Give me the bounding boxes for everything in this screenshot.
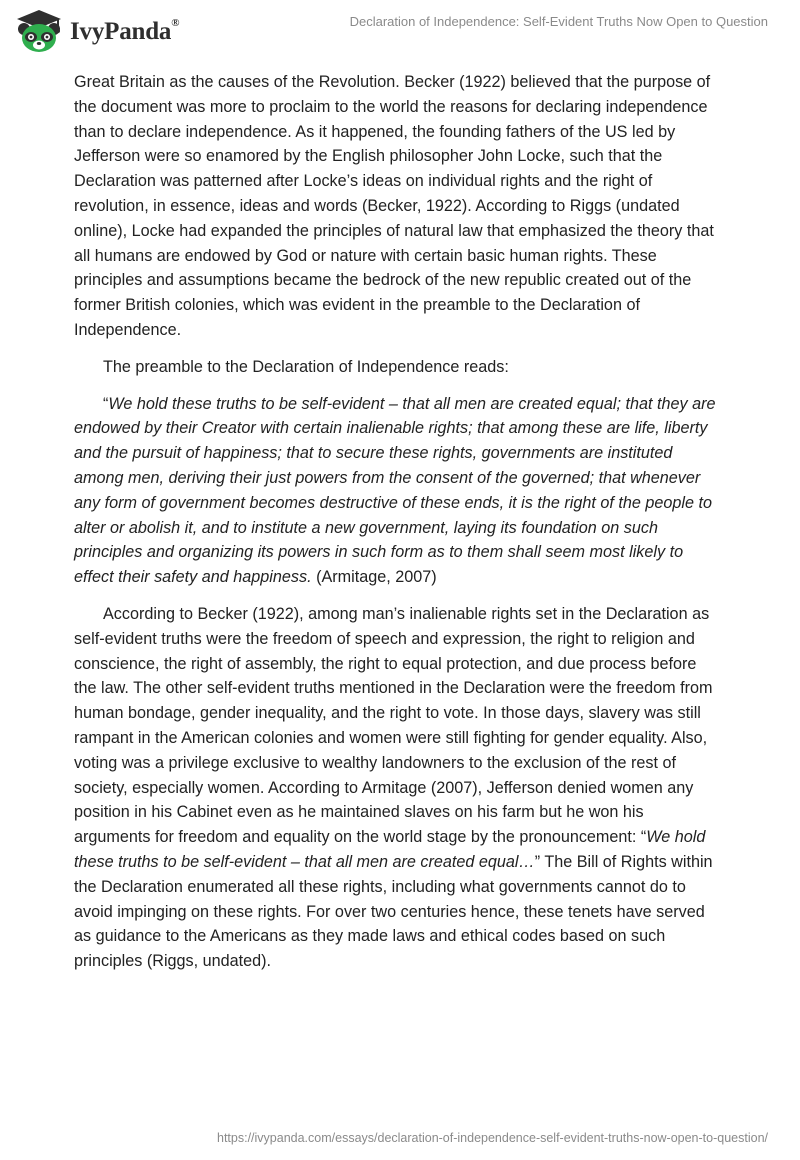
block-quote-preamble (74, 392, 722, 590)
paragraph-text-end: ” The Bill of Rights within the Declaration enumerated all these rights, including what governments cannot do to avoid impinging on these rights. For over two centuries hence, these tenets have served as guidance to the Americans as they made laws and ethical codes based on such principles (Riggs, undated). (74, 852, 713, 971)
page-header (0, 0, 800, 60)
brand-name (70, 18, 179, 46)
source-url-link[interactable]: https://ivypanda.com/essays/declaration-of-independence-self-evident-truths-now-open-to-question/ (217, 1131, 768, 1145)
essay-body (74, 70, 722, 986)
paragraph-preamble-intro: The preamble to the Declaration of Independence reads: (103, 357, 509, 376)
preamble-quote-text: We hold these truths to be self-evident – that all men are created equal; that they are endowed by their Creator with certain inalienable rights; that among these are life, liberty and the pursuit of happiness; that to secure these rights, governments are instituted among men, deriving their just powers from the consent of the governed; that whenever any form of government becomes destructive of these ends, it is the right of the people to alter or abolish it, and to institute a new government, laying its foundation on such principles and organizing its powers in such form as to them shall seem most likely to effect their safety and happiness. (74, 394, 716, 587)
paragraph-text-start: According to Becker (1922), among man’s inalienable rights set in the Declaration as self-evident truths were the freedom of speech and expression, the right to religion and conscience, the right of assembly, the right to equal protection, and due process before the law. The other self-evident truths mentioned in the Declaration were the freedom from human bondage, gender inequality, and the right to vote. In those days, slavery was still rampant in the American colonies and women were still fighting for gender equality. Also, voting was a privilege exclusive to wealthy landowners to the exclusion of the rest of society, especially women. According to Armitage (2007), Jefferson denied women any position in his Cabinet even as he maintained slaves on his farm but he won his arguments for freedom and equality on the world stage by the pronouncement: “ (74, 604, 713, 847)
paragraph-locke: Great Britain as the causes of the Revolution. Becker (1922) believed that the purpose of the document was more to proclaim to the world the reasons for declaring independence than to declare independence. As it happened, the founding fathers of the US led by Jefferson were so enamored by the English philosopher John Locke, such that the Declaration was patterned after Locke’s ideas on individual rights and the right of revolution, in essence, ideas and words (Becker, 1922). According to Riggs (undated online), Locke had expanded the principles of natural law that emphasized the theory that all humans are endowed by God or nature with certain basic human rights. These principles and assumptions became the bedrock of the new republic created out of the former British colonies, which was evident in the preamble to the Declaration of Independence. (74, 73, 714, 339)
inline-quote: We hold these truths to be self-evident – that all men are created equal… (74, 828, 706, 871)
ivypanda-logo[interactable] (14, 6, 214, 56)
quote-open-mark: “ (103, 394, 109, 413)
paragraph-inalienable-rights (74, 602, 722, 974)
quote-citation: (Armitage, 2007) (311, 568, 437, 587)
document-title: Declaration of Independence: Self-Evident Truths Now Open to Question (349, 14, 768, 29)
trademark-symbol: ® (171, 16, 180, 29)
panda-graduate-icon (14, 8, 64, 54)
brand-text: IvyPanda (70, 18, 172, 45)
